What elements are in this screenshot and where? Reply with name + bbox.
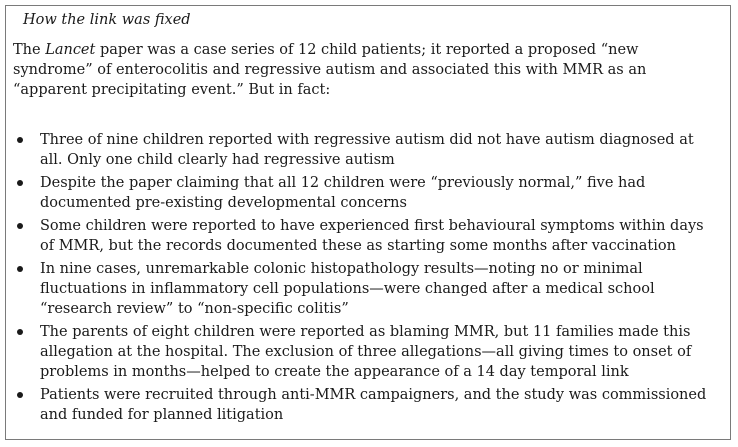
bullet-icon (17, 329, 23, 335)
bullet-list (13, 130, 718, 428)
list-item-text: The parents of eight children were reported as blaming MMR, but 11 families made this allegation at the hospital. The exclusion of three allegations—all giving times to onset of problems in months—helped to create the appearance of a 14 day temporal link (40, 324, 692, 380)
list-item (13, 173, 718, 213)
intro-text-start: The (13, 42, 46, 58)
intro-text-rest: paper was a case series of 12 child patients; it reported a proposed “new syndrome” of enterocolitis and regressive autism and associated this with MMR as an “apparent precipitating event.” But in fact: (13, 42, 647, 98)
list-item-text: Three of nine children reported with regressive autism did not have autism diagnosed at all. Only one child clearly had regressive autism (40, 132, 694, 168)
journal-name: Lancet (45, 42, 96, 58)
list-item (13, 130, 718, 170)
list-item-text: Patients were recruited through anti-MMR campaigners, and the study was commissioned and funded for planned litigation (40, 387, 707, 423)
list-item (13, 385, 718, 425)
list-item-text: In nine cases, unremarkable colonic histopathology results—noting no or minimal fluctuations in inflammatory cell populations—were changed after a medical school “research review” to “non-specific colitis” (40, 261, 655, 317)
list-item (13, 259, 718, 319)
box-heading: How the link was fixed (23, 12, 191, 28)
list-item (13, 322, 718, 382)
list-item-text: Some children were reported to have experienced first behavioural symptoms within days of MMR, but the records documented these as starting some months after vaccination (40, 218, 704, 254)
bullet-icon (17, 180, 23, 186)
list-item (13, 216, 718, 256)
bullet-icon (17, 266, 23, 272)
bullet-icon (17, 392, 23, 398)
intro-paragraph (13, 40, 718, 100)
bullet-icon (17, 223, 23, 229)
list-item-text: Despite the paper claiming that all 12 children were “previously normal,” five had documented pre-existing developmental concerns (40, 175, 646, 211)
bullet-icon (17, 137, 23, 143)
